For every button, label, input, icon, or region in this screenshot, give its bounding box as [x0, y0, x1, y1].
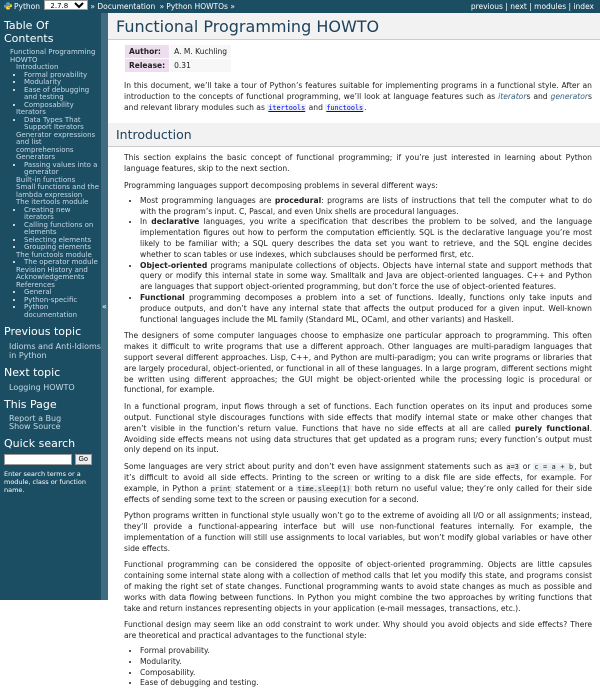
functools-link[interactable]: functools	[326, 103, 364, 112]
modules-link[interactable]: modules	[534, 2, 567, 11]
toc-subitem[interactable]: Selecting elements	[24, 235, 92, 244]
toc-item-revision[interactable]: Revision History and Acknowledgements	[16, 265, 88, 281]
list-item: • Functional programming decomposes a problem into a set of functions. Ideally, functions only take inputs and produce outputs, and don’t have any internal state that affects the output produced for a given input. Well-known functional languages include the ML family (Standard ML, OCaml, and other variants) and Haskell.	[140, 293, 592, 325]
related-bar	[0, 0, 600, 13]
previous-topic-link[interactable]: Idioms and Anti-Idioms in Python	[9, 342, 101, 360]
list-item: • Most programming languages are procedural: programs are lists of instructions that tell the computer what to do with the program’s input. C, Pascal, and even Unix shells are procedural languages.	[140, 196, 592, 218]
toc-subitem[interactable]: Composability	[24, 100, 74, 109]
list-item: • Object-oriented programs manipulate collections of objects. Objects have internal state and support methods that query or modify this internal state in some way. Smalltalk and Java are object-oriented languages. C++ and Python are languages that support object-oriented programming, but don’t force the use of object-oriented features.	[140, 261, 592, 293]
paragraph: The designers of some computer languages choose to emphasize one particular approach to programming. This often makes it difficult to write programs that use a different approach. Other languages are multi-paradigm languages that support several different approaches. Lisp, C++, and Python are multi-paradigm; you can write programs or libraries that are largely procedural, object-oriented, or functional in all of these languages. In a large program, different sections might be written using different approaches; the GUI might be object-oriented while the processing logic is procedural or functional, for example.	[124, 331, 592, 395]
next-topic-link[interactable]: Logging HOWTO	[9, 383, 75, 392]
paradigm-list	[140, 196, 592, 326]
nav-sep: |	[505, 2, 508, 11]
breadcrumb-documentation[interactable]: Documentation	[97, 2, 156, 11]
next-topic-heading: Next topic	[4, 366, 61, 379]
toc-item-lambda[interactable]: Small functions and the lambda expression	[16, 183, 100, 199]
toc-subitem[interactable]: The operator module	[24, 258, 98, 266]
toc-subitem[interactable]: Python-specific	[24, 295, 78, 304]
release-value: 0.31	[170, 59, 232, 73]
toc-heading: Table Of Contents	[4, 19, 54, 45]
advantages-list	[140, 646, 592, 689]
paragraph: This section explains the basic concept of functional programming; if you’re just interested in learning about Python language features, skip to the next section.	[124, 153, 592, 174]
this-page-heading: This Page	[4, 398, 57, 411]
intro-paragraph: In this document, we’ll take a tour of Python’s features suitable for implementing programs in a functional style. After an introduction to the concepts of functional programming, we’ll look at language features such as iterators and generators and relevant library modules such as itertools and functools.	[124, 81, 592, 112]
nav-sep: |	[529, 2, 532, 11]
list-item: • Composability.	[140, 668, 592, 679]
toc-subitem[interactable]: Grouping elements	[24, 243, 91, 251]
python-logo-icon	[4, 2, 12, 10]
list-item: • Modularity.	[140, 657, 592, 668]
sidebar-collapse-button[interactable]: «	[101, 13, 108, 600]
search-input[interactable]	[4, 454, 72, 465]
generator-link[interactable]: generator	[550, 91, 589, 101]
page-title: Functional Programming HOWTO	[108, 13, 600, 40]
toc-subitem[interactable]: Calling functions on elements	[24, 220, 94, 236]
toc-item-references[interactable]: References	[16, 280, 55, 289]
paragraph: Functional programming can be considered the opposite of object-oriented programming. Objects are little capsules containing some internal state along with a collection of method calls that let you modify this state, and programs consist of making the right set of state changes. Functional programming wants to avoid state changes as much as possible and works with data flowing between functions. In Python you might combine the two approaches by writing functions that take and return instances representing objects in your application (e-mail messages, transactions, etc.).	[124, 560, 592, 613]
toc-subitem[interactable]: Passing values into a generator	[24, 160, 98, 176]
toc-item-builtins[interactable]: Built-in functions	[16, 175, 76, 184]
toc-item-root[interactable]: Functional Programming HOWTO	[10, 48, 96, 64]
breadcrumb-sep: »	[90, 2, 95, 11]
list-item: • Formal provability.	[140, 646, 592, 657]
section-heading-introduction: Introduction	[108, 123, 600, 147]
main-content	[108, 13, 600, 688]
toc-subitem[interactable]: Modularity	[24, 78, 62, 86]
breadcrumb-howtos[interactable]: Python HOWTOs	[166, 2, 228, 11]
list-item: • Ease of debugging and testing.	[140, 678, 592, 689]
paragraph: Programming languages support decomposing problems in several different ways:	[124, 180, 438, 190]
iterator-link[interactable]: iterator	[498, 91, 527, 101]
toc-item-genexp[interactable]: Generator expressions and list comprehensions	[16, 130, 96, 154]
list-item: • In declarative languages, you write a specification that describes the problem to be solved, and the language implementation figures out how to perform the computation efficiently. SQL is the declarative language you’re most likely to be familiar with; a SQL query describes the data set you want to retrieve, and the SQL engine decides whether to scan tables or use indexes, which subclauses should be performed first, etc.	[140, 217, 592, 260]
nav-sep: |	[568, 2, 572, 11]
search-hint: Enter search terms or a module, class or function name.	[4, 470, 86, 494]
toc-item-functools[interactable]: The functools module	[16, 250, 92, 259]
previous-topic-heading: Previous topic	[4, 325, 82, 338]
quick-search-heading: Quick search	[4, 437, 76, 450]
toc-subitem[interactable]: Python documentation	[24, 303, 78, 319]
report-bug-link[interactable]: Report a Bug	[9, 414, 62, 423]
python-home-link[interactable]: Python	[14, 2, 40, 11]
paragraph: Python programs written in functional style usually won’t go to the extreme of avoiding all I/O or all assignments; instead, they’ll provide a functional-appearing interface but will use non-functional features internally. For example, the implementation of a function will still use assignments to local variables, but won’t modify global variables or have other side effects.	[124, 511, 592, 553]
paragraph: In a functional program, input flows through a set of functions. Each function operates on its input and produces some output. Functional style discourages functions with side effects that modify internal state or make other changes that aren’t visible in the function’s return value. Functions that have no side effects at all are called purely functional. Avoiding side effects means not using data structures that get updated as a program runs; every function’s output must only depend on its input.	[124, 402, 592, 455]
breadcrumb-sep: »	[230, 2, 235, 11]
toc-subitem[interactable]: General	[24, 288, 52, 296]
docinfo-table	[124, 44, 232, 73]
search-go-button[interactable]: Go	[75, 454, 92, 465]
index-link[interactable]: index	[573, 2, 594, 11]
author-value: A. M. Kuchling	[170, 45, 232, 59]
toc-item-itertools[interactable]: The itertools module	[16, 198, 89, 206]
toc-subitem[interactable]: Data Types That Support Iterators	[24, 115, 84, 131]
toc-item-iterators[interactable]: Iterators	[16, 108, 46, 116]
toc-item-generators[interactable]: Generators	[16, 153, 56, 161]
show-source-link[interactable]: Show Source	[9, 422, 61, 431]
toc-item-introduction[interactable]: Introduction	[16, 63, 59, 71]
paragraph: Some languages are very strict about purity and don’t even have assignment statements such as a=3 or c = a + b, but it’s difficult to avoid all side effects. Printing to the screen or writing to a disk file are side effects, for example. For example, in Python a print statement or a time.sleep(1) both return no useful value; they’re only called for their side effects of sending some text to the screen or pausing execution for a second.	[124, 462, 592, 504]
author-label: Author:	[125, 45, 170, 59]
toc-list	[4, 49, 101, 319]
paragraph: Functional design may seem like an odd constraint to work under. Why should you avoid objects and side effects? There are theoretical and practical advantages to the functional style:	[124, 620, 592, 641]
toc-subitem[interactable]: Ease of debugging and testing	[24, 85, 90, 101]
toc-subitem[interactable]: Formal provability	[24, 70, 88, 79]
next-link[interactable]: next	[510, 2, 527, 11]
toc-subitem[interactable]: Creating new iterators	[24, 205, 71, 221]
sidebar	[0, 13, 101, 600]
previous-link[interactable]: previous	[470, 2, 503, 11]
version-select[interactable]	[44, 0, 88, 10]
itertools-link[interactable]: itertools	[268, 103, 306, 112]
release-label: Release:	[125, 59, 170, 73]
breadcrumb-sep: »	[159, 2, 165, 11]
